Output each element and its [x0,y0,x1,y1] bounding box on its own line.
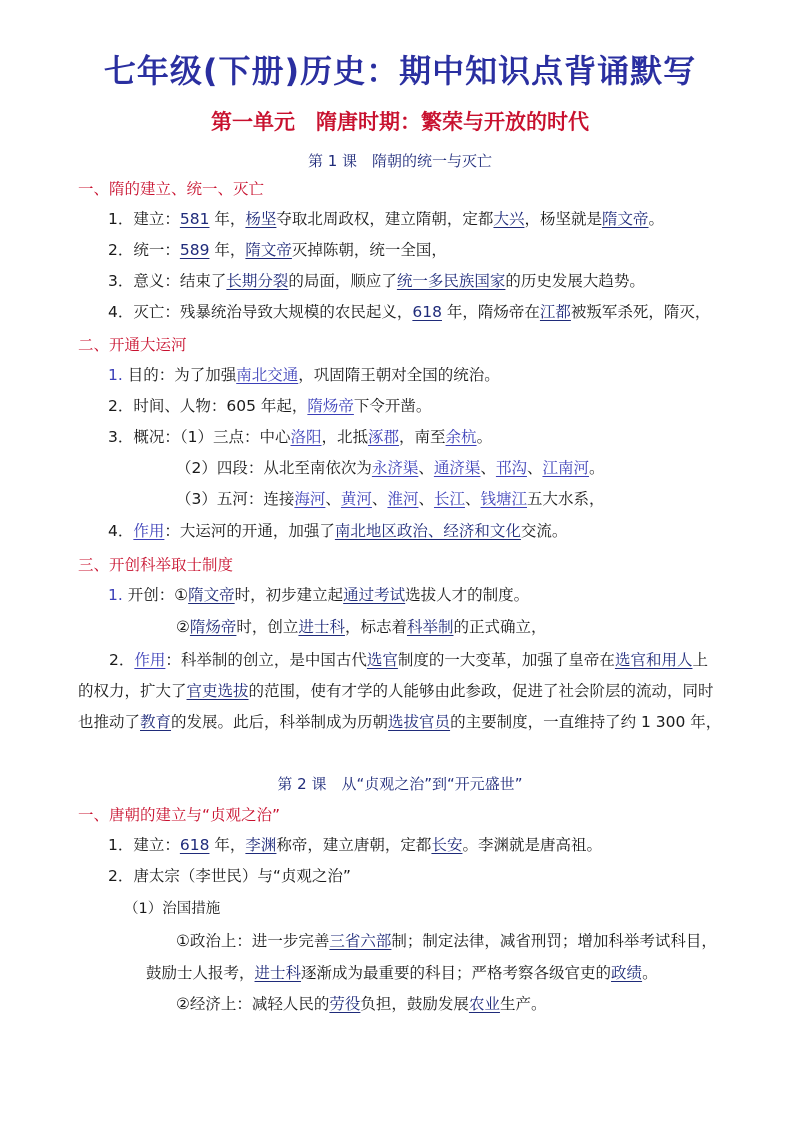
text-line: ②经济上：减轻人民的劳役负担，鼓励发展农业生产。 [176,995,547,1013]
blank-answer: 科举制 [406,618,454,636]
blank-answer: 劳役 [329,995,361,1013]
blank-answer: 选拔官员 [388,713,451,731]
text-line: 2．时间、人物：605 年起，隋炀帝下令开凿。 [108,397,432,415]
lesson-2-title: 第 2 课 从“贞观之治”到“开元盛世” [277,775,523,793]
text-line: 3．概况：（1）三点：中心洛阳，北抵涿郡，南至余杭。 [108,428,493,446]
section-heading: 二、开通大运河 [78,336,187,354]
page-title: 七年级(下册)历史：期中知识点背诵默写 [103,52,697,90]
blank-answer: 选官和用人 [614,651,693,669]
blank-answer: 统一多民族国家 [396,272,506,290]
blank-answer: 长期分裂 [226,272,289,290]
lesson-1-title: 第 1 课 隋朝的统一与灭亡 [307,152,493,170]
blank-answer: 进士科 [254,964,302,982]
blank-answer: 进士科 [298,618,345,636]
paragraph: 2．作用：科举制的创立，是中国古代选官制度的一大变革，加强了皇帝在选官和用人上的权力，扩大了官吏选拔的范围，使有才学的人能够由此参政，促进了社会阶层的流动，同时也推动了教育的发展。此后，科举制成为历朝选拔官员的主要制度，一直维持了约 1 300 年， [78,651,722,731]
blank-answer: 南北交通 [236,366,299,384]
text-line: 3．意义：结束了长期分裂的局面，顺应了统一多民族国家的历史发展大趋势。 [108,272,645,290]
blank-answer: 作用 [134,651,166,669]
blank-answer: 三省六部 [329,932,392,950]
blank-answer: 钱塘江 [480,490,528,508]
blank-answer: 隋文帝 [245,241,292,259]
text-line: 1．建立：581 年，杨坚夺取北周政权，建立隋朝，定都大兴，杨坚就是隋文帝。 [108,210,664,228]
text-line: （3）五河：连接海河、黄河、淮河、长江、钱塘江五大水系， [176,490,605,508]
text-line: 1. 开创：①隋文帝时，初步建立起通过考试选拔人才的制度。 [108,586,530,604]
blank-answer: 长江 [433,490,465,508]
blank-answer: 581 [179,210,210,228]
blank-answer: 永济渠 [371,459,419,477]
blank-answer: 南北地区政治、经济和文化 [334,522,521,540]
blank-answer: 江南河 [542,459,589,477]
text-line: 4．作用：大运河的开通，加强了南北地区政治、经济和文化交流。 [108,522,568,540]
blank-answer: 涿郡 [368,428,400,446]
blank-answer: 作用 [133,522,165,540]
blank-answer: 大兴 [493,210,525,228]
blank-answer: 隋文帝 [188,586,235,604]
blank-answer: 隋文帝 [601,210,649,228]
blank-answer: 江都 [539,303,571,321]
text-line: 1．建立：618 年，李渊称帝，建立唐朝，定都长安。李渊就是唐高祖。 [108,836,602,854]
text-line: 2．唐太宗（李世民）与“贞观之治” [108,867,351,885]
text-line: 2．统一：589 年，隋文帝灭掉陈朝，统一全国， [108,241,447,259]
blank-answer: 黄河 [340,490,372,508]
text-line: 4．灭亡：残暴统治导致大规模的农民起义，618 年，隋炀帝在江都被叛军杀死，隋灭， [108,303,711,321]
text-line: （1）治国措施 [124,901,221,917]
text-line: 鼓励士人报考，进士科逐渐成为最重要的科目；严格考察各级官吏的政绩。 [146,964,658,982]
blank-answer: 隋炀帝 [307,397,354,415]
blank-answer: 隋炀帝 [189,618,237,636]
section-heading: 一、隋的建立、统一、灭亡 [78,180,265,198]
blank-answer: 海河 [294,490,326,508]
blank-answer: 618 [412,303,442,321]
blank-answer: 洛阳 [290,428,322,446]
blank-answer: 官吏选拔 [186,682,249,700]
blank-answer: 政绩 [611,964,643,982]
blank-answer: 淮河 [387,490,419,508]
blank-answer: 农业 [468,995,500,1013]
text-line: ①政治上：进一步完善三省六部制；制定法律，减省刑罚；增加科举考试科目， [176,932,717,950]
blank-answer: 长安 [431,836,463,854]
blank-answer: 余杭 [445,428,477,446]
blank-answer: 教育 [140,713,172,731]
blank-answer: 杨坚 [245,210,277,228]
text-line: 1. 目的：为了加强南北交通，巩固隋王朝对全国的统治。 [108,366,500,384]
unit-heading: 第一单元 隋唐时期：繁荣与开放的时代 [211,110,589,134]
blank-answer: 李渊 [245,836,277,854]
section-heading: 三、开创科举取士制度 [78,556,234,574]
blank-answer: 589 [179,241,210,259]
section-heading: 一、唐朝的建立与“贞观之治” [78,806,281,824]
blank-answer: 通济渠 [433,459,481,477]
text-line: ②隋炀帝时，创立进士科，标志着科举制的正式确立， [176,618,547,636]
text-line: （2）四段：从北至南依次为永济渠、通济渠、邗沟、江南河。 [176,459,605,477]
blank-answer: 选官 [366,651,398,669]
blank-answer: 通过考试 [343,586,406,604]
blank-answer: 618 [179,836,210,854]
blank-answer: 邗沟 [495,459,527,477]
